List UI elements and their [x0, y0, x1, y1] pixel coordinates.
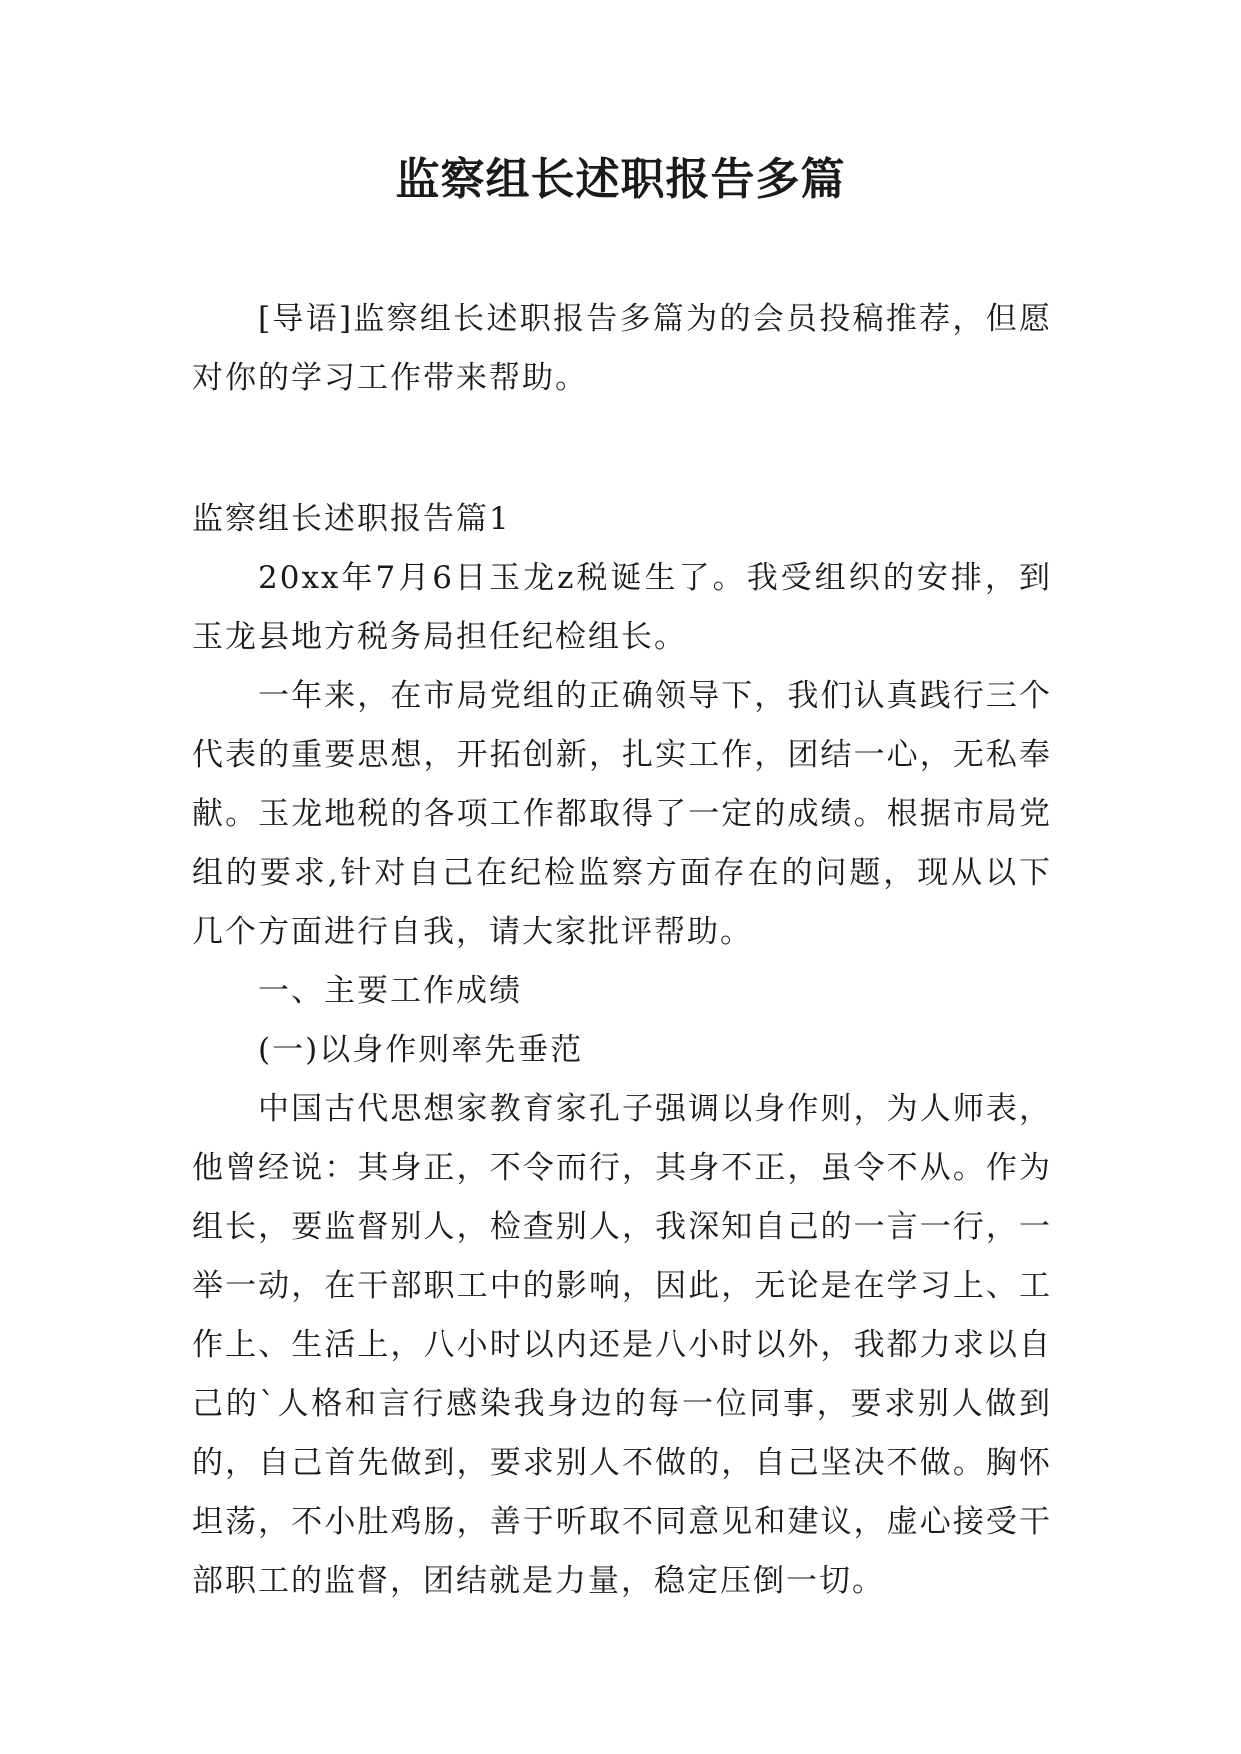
intro-paragraph: [导语]监察组长述职报告多篇为的会员投稿推荐，但愿对你的学习工作带来帮助。 — [192, 301, 1052, 396]
body-paragraph: 20xx年7月6日玉龙z税诞生了。我受组织的安排，到玉龙县地方税务局担任纪检组长。 — [192, 560, 1052, 655]
body-paragraph: 中国古代思想家教育家孔子强调以身作则，为人师表，他曾经说：其身正，不令而行，其身不正，虽令不从。作为组长，要监督别人，检查别人，我深知自己的一言一行，一举一动，在干部职工中的影响，因此，无论是在学习上、工作上、生活上，八小时以内还是八小时以外，我都力求以自己的`人格和言行感染我身边的每一位同事，要求别人做到的，自己首先做到，要求别人不做的，自己坚决不做。胸怀坦荡，不小肚鸡肠，善于听取不同意见和建议，虚心接受干部职工的监督，团结就是力量，稳定压倒一切。 — [192, 1091, 1052, 1599]
body-paragraph: 一年来，在市局党组的正确领导下，我们认真践行三个代表的重要思想，开拓创新，扎实工作，团结一心，无私奉献。玉龙地税的各项工作都取得了一定的成绩。根据市局党组的要求,针对自己在纪检监察方面存在的问题，现从以下几个方面进行自我，请大家批评帮助。 — [192, 678, 1052, 950]
spacer — [192, 408, 1052, 490]
document-title: 监察组长述职报告多篇 — [395, 154, 846, 205]
section-heading: 监察组长述职报告篇1 — [192, 501, 511, 537]
document-body — [192, 290, 1052, 1611]
subsection-heading: 一、主要工作成绩 — [258, 973, 522, 1009]
subsection-heading: (一)以身作则率先垂范 — [258, 1032, 584, 1068]
